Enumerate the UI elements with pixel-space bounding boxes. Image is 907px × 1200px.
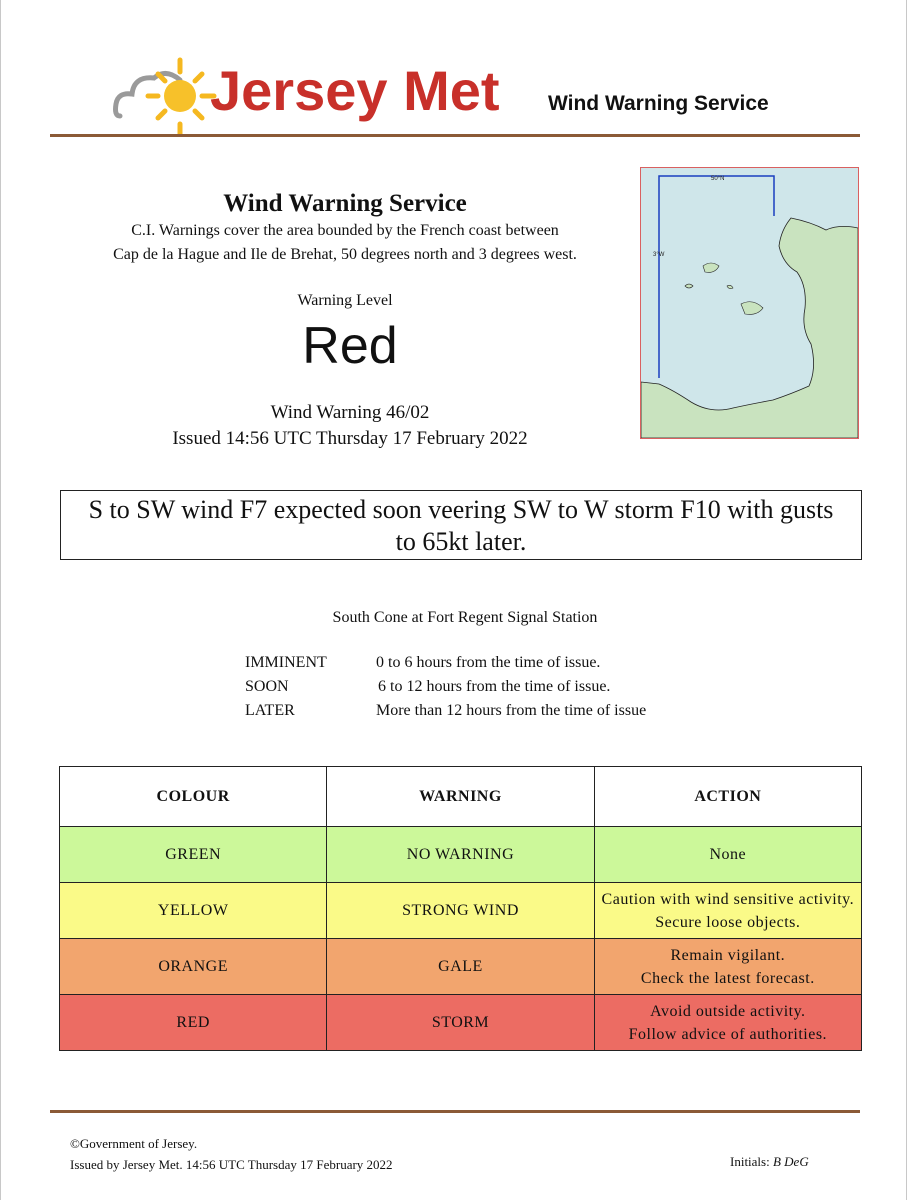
logo-text: Jersey Met (210, 59, 500, 122)
footer-issued-by: Issued by Jersey Met. 14:56 UTC Thursday 17 February 2022 (70, 1157, 393, 1172)
action-cell (594, 995, 861, 1051)
definition-term: SOON (245, 678, 289, 695)
footer-text (70, 1133, 393, 1175)
warning-level-value: Red (302, 317, 398, 375)
colour-cell: ORANGE (60, 939, 327, 995)
column-header-action: ACTION (594, 767, 861, 827)
table-row (60, 827, 862, 883)
warning-cell: STORM (327, 995, 594, 1051)
coverage-map-svg (641, 168, 858, 438)
forecast-line-2: to 65kt later. (395, 527, 527, 556)
definition-desc: 0 to 6 hours from the time of issue. (376, 654, 601, 671)
table-row (60, 995, 862, 1051)
table-header-row (60, 767, 862, 827)
warning-issued: Issued 14:56 UTC Thursday 17 February 2022 (172, 428, 528, 449)
action-cell (594, 827, 861, 883)
warning-cell: GALE (327, 939, 594, 995)
warning-details (60, 400, 640, 452)
footer-copyright: ©Government of Jersey. (70, 1136, 198, 1151)
map-lon-label: 3°W (653, 252, 665, 258)
map-lat-label: 50°N (711, 176, 725, 182)
header (50, 40, 860, 136)
warning-cell: NO WARNING (327, 827, 594, 883)
forecast-line-1: S to SW wind F7 expected soon veering SW to W storm F10 with gusts (88, 495, 834, 524)
definition-desc: More than 12 hours from the time of issue (376, 702, 647, 719)
action-line: None (709, 846, 747, 863)
action-cell (594, 939, 861, 995)
table-row (60, 939, 862, 995)
colour-cell: YELLOW (60, 883, 327, 939)
action-line: Avoid outside activity. (650, 1002, 806, 1020)
action-line: Secure loose objects. (655, 913, 801, 931)
intro-title: Wind Warning Service (223, 190, 467, 217)
cone-title: South Cone at Fort Regent Signal Station (332, 609, 598, 626)
column-header-colour: COLOUR (60, 767, 327, 827)
column-header-warning: WARNING (327, 767, 594, 827)
initials-value: B DeG (772, 1154, 809, 1169)
coverage-line-1: C.I. Warnings cover the area bounded by the French coast between (131, 222, 559, 239)
table-row (60, 883, 862, 939)
coverage-map (640, 167, 859, 439)
action-line: Caution with wind sensitive activity. (601, 890, 855, 908)
jersey-met-logo (110, 46, 560, 136)
colour-cell: RED (60, 995, 327, 1051)
footer-initials (730, 1154, 809, 1170)
definition-desc: 6 to 12 hours from the time of issue. (378, 678, 611, 695)
header-service-title: Wind Warning Service (548, 92, 769, 115)
warning-cell: STRONG WIND (327, 883, 594, 939)
definition-term: IMMINENT (245, 654, 327, 671)
definition-term: LATER (245, 702, 295, 719)
action-line: Remain vigilant. (670, 946, 786, 964)
warning-levels-table (59, 766, 862, 1051)
warning-level-label: Warning Level (297, 292, 393, 309)
coverage-line-2: Cap de la Hague and Ile de Brehat, 50 degrees north and 3 degrees west. (113, 246, 577, 263)
action-cell (594, 883, 861, 939)
header-divider (50, 134, 860, 137)
action-line: Follow advice of authorities. (628, 1025, 828, 1043)
forecast-box (60, 490, 862, 560)
cloud-sun-icon (110, 46, 220, 136)
warning-number: Wind Warning 46/02 (270, 402, 430, 423)
colour-cell: GREEN (60, 827, 327, 883)
intro-block (60, 190, 630, 266)
action-line: Check the latest forecast. (640, 969, 815, 987)
initials-label: Initials: (730, 1154, 770, 1169)
footer-divider (50, 1110, 860, 1113)
